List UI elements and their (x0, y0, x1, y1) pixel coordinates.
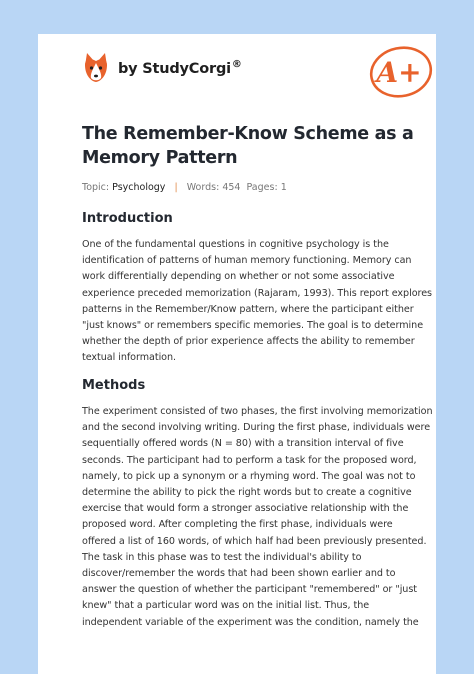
title-line: Memory Pattern (82, 148, 238, 168)
words-label: Words: (186, 182, 220, 193)
text-line: proposed word. After completing the first phase, individuals were (82, 519, 393, 531)
text-line: independent variable of the experiment was the condition, namely the (82, 616, 419, 628)
text-line: textual information. (82, 352, 177, 364)
brand-name: by StudyCorgi® (118, 59, 242, 77)
section-heading-introduction: Introduction (82, 211, 173, 226)
text-line: offered a list of 160 words, of which half had been previously presented. (82, 535, 427, 547)
section-heading-methods: Methods (82, 378, 146, 393)
grade-text: A+ (376, 56, 422, 89)
text-line: One of the fundamental questions in cognitive psychology is the (82, 239, 389, 250)
topic-label: Topic: (82, 182, 110, 193)
corgi-logo-icon (82, 52, 110, 84)
text-line: determine the ability to pick the right words but to create a cognitive (82, 487, 412, 499)
text-line: The experiment consisted of two phases, the first involving memorization (82, 406, 433, 417)
text-line: discover/remember the words that had been shown earlier and to (82, 568, 396, 580)
text-line: patterns in the Remember/Know pattern, where the participant either (82, 303, 414, 315)
text-line: sequentially offered words (N = 80) with a transition interval of five (82, 438, 404, 450)
words-value: 454 (222, 182, 241, 193)
brand-header[interactable] (82, 52, 242, 84)
text-line: identification of patterns of human memory functioning. Memory can (82, 255, 412, 267)
a-plus-grade-icon (366, 42, 436, 100)
pages-label: Pages: (246, 182, 278, 193)
text-line: work differentially depending on whether or not some associative (82, 271, 395, 283)
page-title (82, 122, 422, 170)
text-line: and the second involving writing. During the first phase, individuals were (82, 422, 431, 434)
text-line: seconds. The participant had to perform a task for the proposed word, (82, 454, 417, 466)
text-line: experience preceded memorization (Rajaram, 1993). This report explores (82, 287, 432, 299)
document-page (38, 34, 436, 674)
text-line: The task in this phase was to test the individual's ability to (82, 551, 362, 563)
text-line: exercise that would form a stronger associative relationship with the (82, 503, 409, 515)
text-line: namely, to pick up a synonym or a rhyming word. The goal was not to (82, 470, 416, 482)
methods-paragraph (82, 404, 434, 631)
text-line: whether the depth of prior experience affects the ability to remember (82, 336, 415, 348)
introduction-paragraph (82, 237, 434, 367)
title-line: The Remember-Know Scheme as a (82, 124, 414, 144)
text-line: knew" that a particular word was on the initial list. Thus, the (82, 600, 370, 612)
pages-value: 1 (280, 182, 287, 193)
meta-separator: | (174, 182, 178, 193)
text-line: answer the question of whether the participant "remembered" or "just (82, 584, 417, 596)
topic-link[interactable]: Psychology (112, 182, 166, 193)
text-line: "just knows" or remembers specific memories. The goal is to determine (82, 320, 424, 332)
document-meta (82, 182, 287, 193)
registered-mark: ® (231, 59, 242, 71)
